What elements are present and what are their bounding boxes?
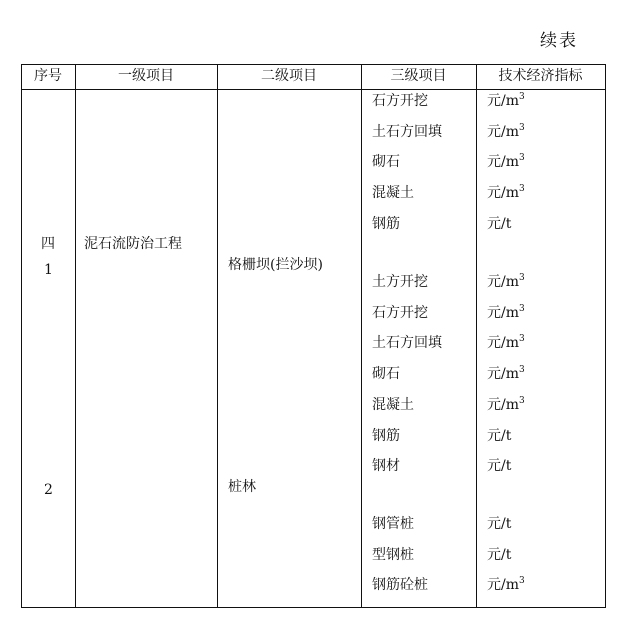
indicator-unit-exponent: 3: [519, 184, 525, 194]
indicator-unit: [487, 154, 525, 170]
indicator-unit: [487, 216, 511, 232]
level-3-item: 型钢桩: [372, 547, 414, 563]
level-3-item: 混凝土: [372, 397, 414, 413]
indicator-unit-text: 元/m: [487, 274, 519, 290]
level-2-pile-forest: 桩林: [228, 479, 256, 495]
header-bottom-border: [21, 89, 606, 90]
level-3-item: 混凝土: [372, 185, 414, 201]
indicator-unit-text: 元/m: [487, 305, 519, 321]
indicator-unit-exponent: 3: [519, 396, 525, 406]
level-3-item: 土石方回填: [372, 124, 442, 140]
seq-two: 2: [44, 482, 53, 498]
level-3-item: 钢筋: [372, 216, 400, 232]
level-3-item: 砌石: [372, 154, 400, 170]
indicator-unit-text: 元/m: [487, 154, 519, 170]
level-3-item: 钢筋: [372, 428, 400, 444]
indicator-unit: [487, 516, 511, 532]
indicator-unit-text: 元/m: [487, 366, 519, 382]
indicator-unit: [487, 547, 511, 563]
indicator-unit-text: 元/t: [487, 216, 512, 232]
indicator-unit-exponent: 3: [519, 123, 525, 133]
level-3-item: 钢材: [372, 458, 400, 474]
indicator-unit-text: 元/t: [487, 516, 512, 532]
table-left-border: [21, 64, 22, 608]
indicator-unit-text: 元/t: [487, 547, 512, 563]
column-divider-4: [476, 64, 477, 608]
indicator-unit-text: 元/m: [487, 93, 519, 109]
indicator-unit-text: 元/m: [487, 577, 519, 593]
indicator-unit-text: 元/m: [487, 185, 519, 201]
level-3-item: 砌石: [372, 366, 400, 382]
level-3-item: 土方开挖: [372, 274, 428, 290]
indicator-unit-exponent: 3: [519, 576, 525, 586]
table-caption: 续表: [540, 31, 578, 51]
header-level-1: 一级项目: [118, 68, 174, 84]
column-divider-3: [361, 64, 362, 608]
indicator-unit-text: 元/t: [487, 428, 512, 444]
level-3-item: 土石方回填: [372, 335, 442, 351]
indicator-unit: [487, 335, 525, 351]
indicator-unit-exponent: 3: [519, 273, 525, 283]
indicator-unit: [487, 428, 511, 444]
indicator-unit-exponent: 3: [519, 92, 525, 102]
level-2-grid-dam: 格栅坝(拦沙坝): [228, 257, 323, 273]
seq-one: 1: [44, 262, 53, 278]
table-right-border: [605, 64, 606, 608]
indicator-unit-exponent: 3: [519, 304, 525, 314]
indicator-unit-text: 元/t: [487, 458, 512, 474]
indicator-unit: [487, 458, 511, 474]
level-3-item: 石方开挖: [372, 93, 428, 109]
level-1-project: 泥石流防治工程: [84, 236, 182, 252]
table-bottom-border: [21, 607, 606, 608]
indicator-unit-text: 元/m: [487, 397, 519, 413]
column-divider-1: [75, 64, 76, 608]
indicator-unit: [487, 93, 525, 109]
header-level-2: 二级项目: [261, 68, 317, 84]
indicator-unit-text: 元/m: [487, 335, 519, 351]
indicator-unit: [487, 305, 525, 321]
indicator-unit-exponent: 3: [519, 334, 525, 344]
indicator-unit: [487, 185, 525, 201]
level-3-item: 钢筋砼桩: [372, 577, 428, 593]
indicator-unit: [487, 274, 525, 290]
indicator-unit: [487, 366, 525, 382]
indicator-unit-exponent: 3: [519, 365, 525, 375]
level-3-item: 石方开挖: [372, 305, 428, 321]
indicator-unit: [487, 577, 525, 593]
level-3-item: 钢管桩: [372, 516, 414, 532]
data-table: [21, 64, 606, 608]
header-level-3: 三级项目: [390, 68, 447, 84]
seq-four: 四: [41, 236, 55, 252]
indicator-unit-text: 元/m: [487, 124, 519, 140]
indicator-unit: [487, 124, 525, 140]
indicator-unit-exponent: 3: [519, 153, 525, 163]
indicator-unit: [487, 397, 525, 413]
column-divider-2: [217, 64, 218, 608]
header-indicator: 技术经济指标: [498, 68, 583, 84]
header-seq: 序号: [34, 68, 62, 84]
